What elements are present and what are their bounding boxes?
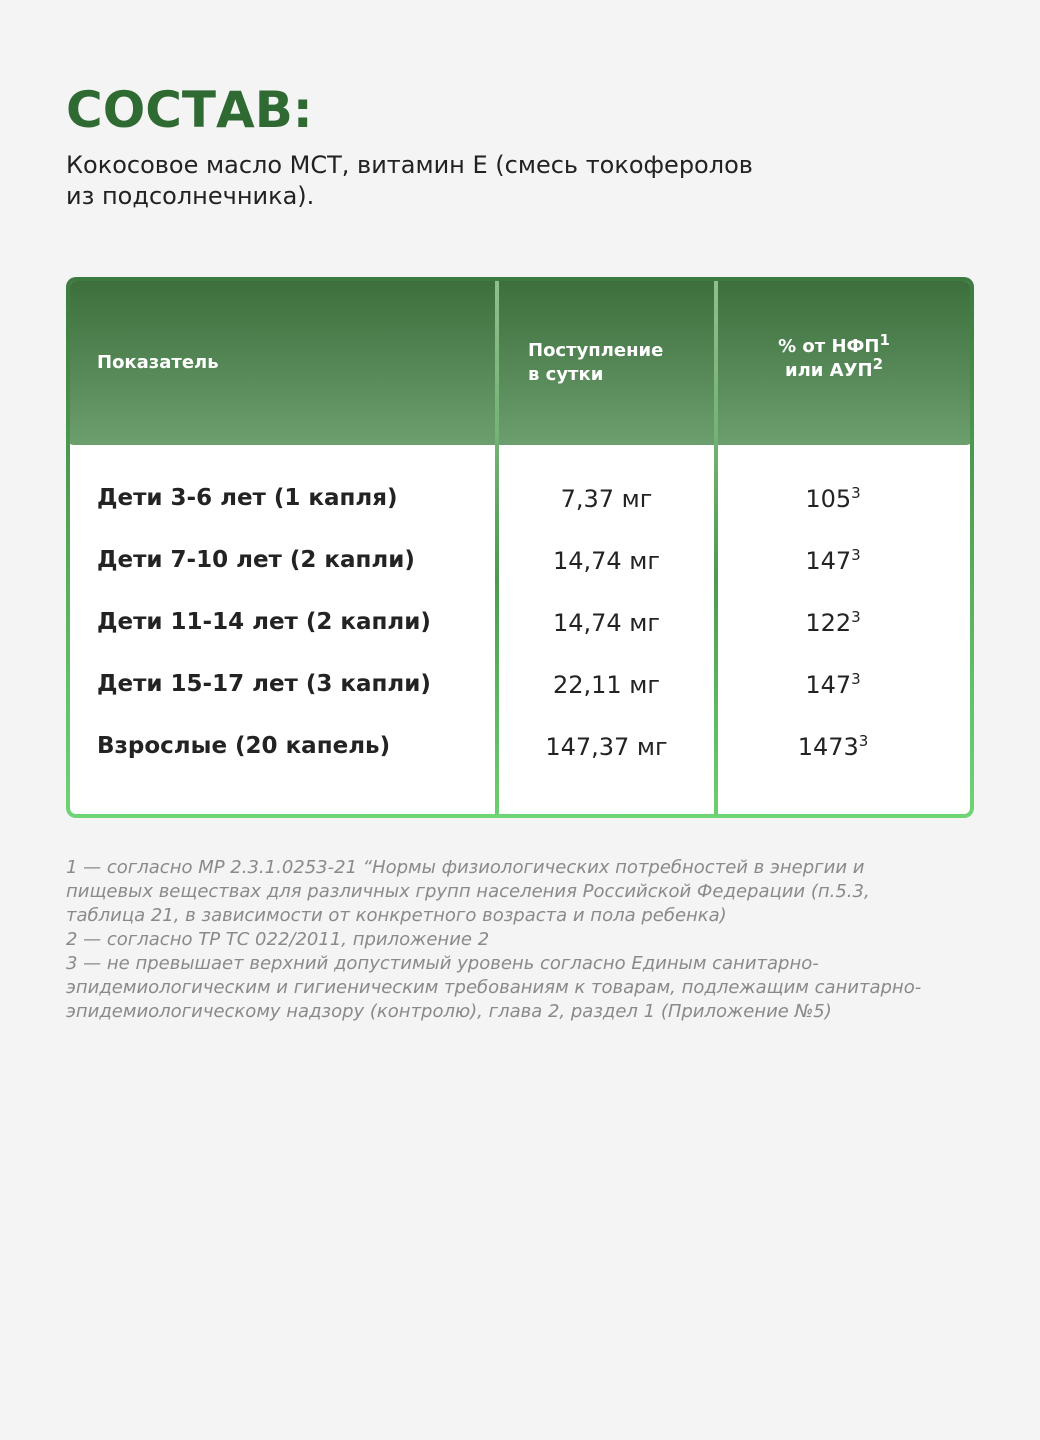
header-daily-intake-line-2: в сутки — [528, 364, 604, 385]
row-percent-value: 147 — [805, 547, 852, 575]
row-label: Взрослые (20 капель) — [97, 733, 391, 759]
footnote-line: эпидемиологическим и гигиеническим требованиям к товарам, подлежащим санитарно- — [66, 977, 922, 998]
row-amount: 7,37 мг — [560, 485, 653, 513]
row-footnote-ref: 3 — [851, 484, 861, 502]
row-amount: 22,11 мг — [552, 671, 661, 699]
footnotes — [66, 856, 966, 1024]
row-percent-value: 105 — [805, 485, 852, 513]
row-footnote-ref: 3 — [851, 608, 861, 626]
row-percent-value: 1473 — [797, 733, 859, 761]
footnote-line: таблица 21, в зависимости от конкретного возраста и пола ребенка) — [66, 905, 727, 926]
header-percent-line-1 — [732, 331, 936, 359]
row-percent — [718, 547, 948, 575]
row-amount: 14,74 мг — [552, 609, 661, 637]
row-percent-value: 122 — [805, 609, 852, 637]
row-footnote-ref: 3 — [858, 732, 869, 750]
page-title: СОСТАВ: — [66, 81, 313, 139]
footnote-line: 3 — не превышает верхний допустимый уровень согласно Единым санитарно- — [66, 953, 819, 974]
row-label: Дети 11-14 лет (2 капли) — [97, 609, 431, 635]
footnote-ref-1: 1 — [879, 331, 890, 349]
composition-line-1: Кокосовое масло МСТ, витамин Е (смесь токоферолов — [66, 151, 753, 179]
footnote-line: 2 — согласно ТР ТС 022/2011, приложение 2 — [66, 929, 490, 950]
footnote-line: пищевых веществах для различных групп населения Российской Федерации (п.5.3, — [66, 881, 870, 902]
row-footnote-ref: 3 — [851, 670, 861, 688]
footnote-line: 1 — согласно МР 2.3.1.0253-21 “Нормы физиологических потребностей в энергии и — [66, 857, 865, 878]
row-label: Дети 7-10 лет (2 капли) — [97, 547, 415, 573]
row-amount: 14,74 мг — [552, 547, 661, 575]
row-percent — [718, 733, 948, 761]
header-percent — [732, 331, 936, 383]
footnote-line: эпидемиологическому надзору (контролю), глава 2, раздел 1 (Приложение №5) — [66, 1001, 832, 1022]
composition-line-2: из подсолнечника). — [66, 182, 315, 210]
footnote-ref-2: 2 — [872, 355, 883, 373]
nutrition-table — [66, 277, 974, 818]
header-percent-text-2: или АУП — [785, 360, 873, 381]
row-amount: 147,37 мг — [545, 733, 668, 761]
header-percent-text-1: % от НФП — [778, 336, 880, 357]
composition-text — [66, 150, 826, 212]
row-percent — [718, 609, 948, 637]
row-percent — [718, 671, 948, 699]
row-label: Дети 3-6 лет (1 капля) — [97, 485, 398, 511]
header-indicator: Показатель — [97, 352, 219, 373]
row-percent-value: 147 — [805, 671, 852, 699]
header-daily-intake — [528, 339, 698, 387]
header-daily-intake-line-1: Поступление — [528, 340, 664, 361]
row-footnote-ref: 3 — [851, 546, 861, 564]
row-label: Дети 15-17 лет (3 капли) — [97, 671, 431, 697]
header-percent-line-2 — [732, 355, 936, 383]
row-percent — [718, 485, 948, 513]
